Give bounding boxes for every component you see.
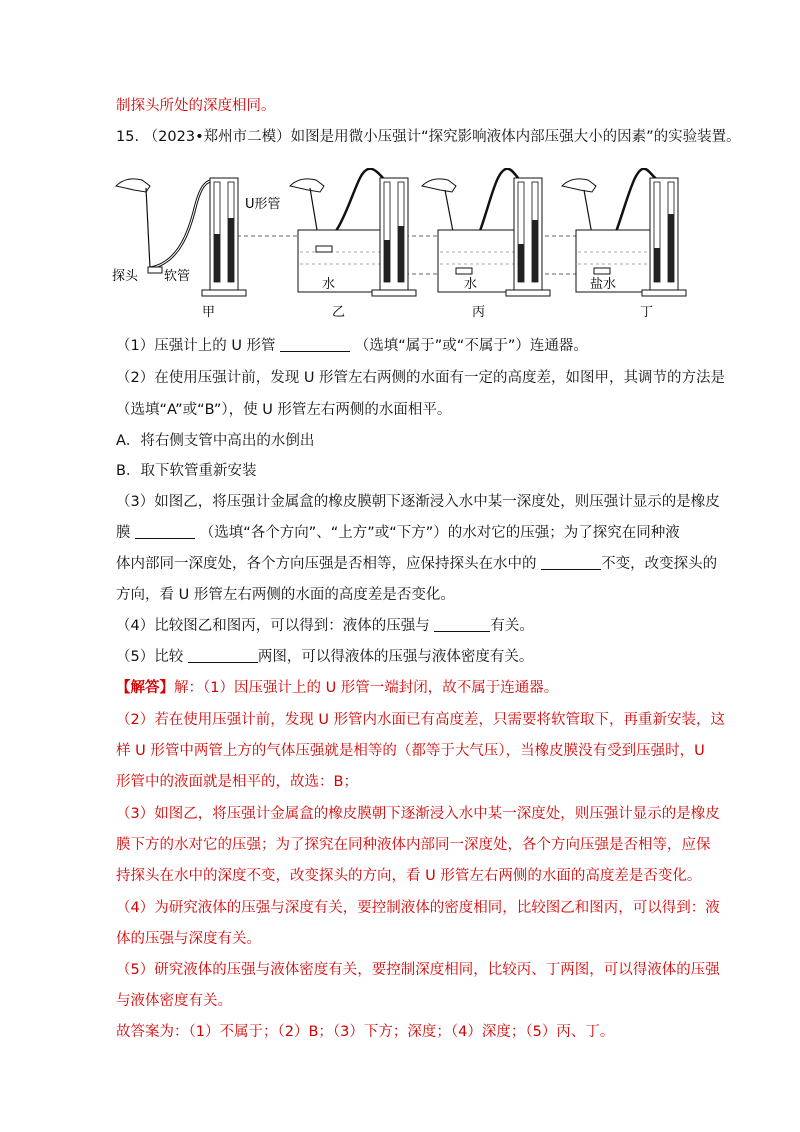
- subquestion-1: （1）压强计上的 U 形管 （选填“属于”或“不属于”）连通器。: [116, 338, 588, 354]
- subquestion-3-line2: 膜 （选填“各个方向”、“上方”或“下方”）的水对它的压强；为了探究在同种液: [116, 525, 680, 541]
- blank-1[interactable]: [280, 337, 350, 352]
- panel-label-ding: 丁: [640, 305, 654, 320]
- answer-2-line1: （2）若在使用压强计前，发现 U 形管内水面已有高度差，只需要将软管取下，再重新安装，这: [116, 712, 726, 728]
- question-stem: 如图是用微小压强计“探究影响液体内部压强大小的因素”的实验装置。: [290, 129, 741, 145]
- answer-2-line2: 样 U 形管中两管上方的气体压强就是相等的（都等于大气压），当橡皮膜没有受到压强时，U: [116, 743, 705, 759]
- question-number: 15.: [116, 129, 140, 145]
- u-tube-label: U形管: [245, 197, 281, 212]
- blank-3b[interactable]: [541, 555, 601, 570]
- answer-3-line1: （3）如图乙，将压强计金属盒的橡皮膜朝下逐渐浸入水中某一深度处，则压强计显示的是橡皮: [116, 806, 720, 822]
- question-header: [116, 127, 741, 147]
- subquestion-2-line2: （选填“A”或“B”），使 U 形管左右两侧的水面相平。: [116, 402, 452, 418]
- subquestion-4: （4）比较图乙和图丙，可以得到：液体的压强与 有关。: [116, 618, 534, 634]
- blank-3a[interactable]: [135, 524, 195, 539]
- answer-tag: 【解答】: [116, 680, 174, 696]
- experiment-figure: [110, 168, 690, 320]
- water-label-yi: 水: [322, 277, 336, 292]
- panel-label-bing: 丙: [472, 305, 486, 320]
- subquestion-5: （5）比较 两图，可以得液体的压强与液体密度有关。: [116, 649, 534, 665]
- previous-answer-tail: 制探头所处的深度相同。: [116, 98, 276, 114]
- salt-water-label: 盐水: [590, 277, 617, 292]
- question-source: （2023•郑州市二模）: [143, 129, 291, 145]
- option-b: B．取下软管重新安装: [116, 463, 257, 479]
- answer-5-line1: （5）研究液体的压强与液体密度有关，要控制深度相同，比较丙、丁两图，可以得液体的压强: [116, 962, 720, 978]
- answer-4-line1: （4）为研究液体的压强与深度有关，要控制液体的密度相同，比较图乙和图丙，可以得到：液: [116, 900, 720, 916]
- final-answer: 故答案为：（1）不属于；（2）B；（3）下方；深度；（4）深度；（5）丙、丁。: [116, 1024, 615, 1040]
- panel-label-yi: 乙: [332, 305, 346, 320]
- probe-label: 探头: [112, 269, 139, 284]
- answer-3-line3: 持探头在水中的深度不变，改变探头的方向，看 U 形管左右两侧的水面的高度差是否变化。: [116, 868, 702, 884]
- apparatus-yi: [290, 169, 416, 320]
- answer-1: 【解答】解：（1）因压强计上的 U 形管一端封闭，故不属于连通器。: [116, 680, 559, 696]
- panel-label-jia: 甲: [202, 305, 216, 320]
- blank-5[interactable]: [188, 648, 258, 663]
- water-label-bing: 水: [464, 277, 478, 292]
- apparatus-jia: [112, 178, 281, 320]
- subquestion-2-line1: （2）在使用压强计前，发现 U 形管左右两侧的水面有一定的高度差，如图甲，其调节的方法是: [116, 370, 726, 386]
- subquestion-3-line4: 方向，看 U 形管左右两侧的水面的高度差是否变化。: [116, 587, 455, 603]
- hose-label: 软管: [164, 269, 191, 284]
- subquestion-3-line1: （3）如图乙，将压强计金属盒的橡皮膜朝下逐渐浸入水中某一深度处，则压强计显示的是橡皮: [116, 494, 720, 510]
- answer-5-line2: 与液体密度有关。: [116, 993, 232, 1009]
- apparatus-bing: [422, 169, 550, 320]
- answer-2-line3: 形管中的液面就是相平的，故选：B；: [116, 774, 358, 790]
- apparatus-ding: [562, 169, 686, 320]
- option-a: A．将右侧支管中高出的水倒出: [116, 433, 315, 449]
- answer-3-line2: 膜下方的水对它的压强；为了探究在同种液体内部同一深度处，各个方向压强是否相等，应保: [116, 837, 711, 853]
- subquestion-3-line3: 体内部同一深度处，各个方向压强是否相等，应保持探头在水中的 不变，改变探头的: [116, 556, 718, 572]
- blank-4[interactable]: [434, 617, 490, 632]
- answer-4-line2: 体的压强与深度有关。: [116, 931, 261, 947]
